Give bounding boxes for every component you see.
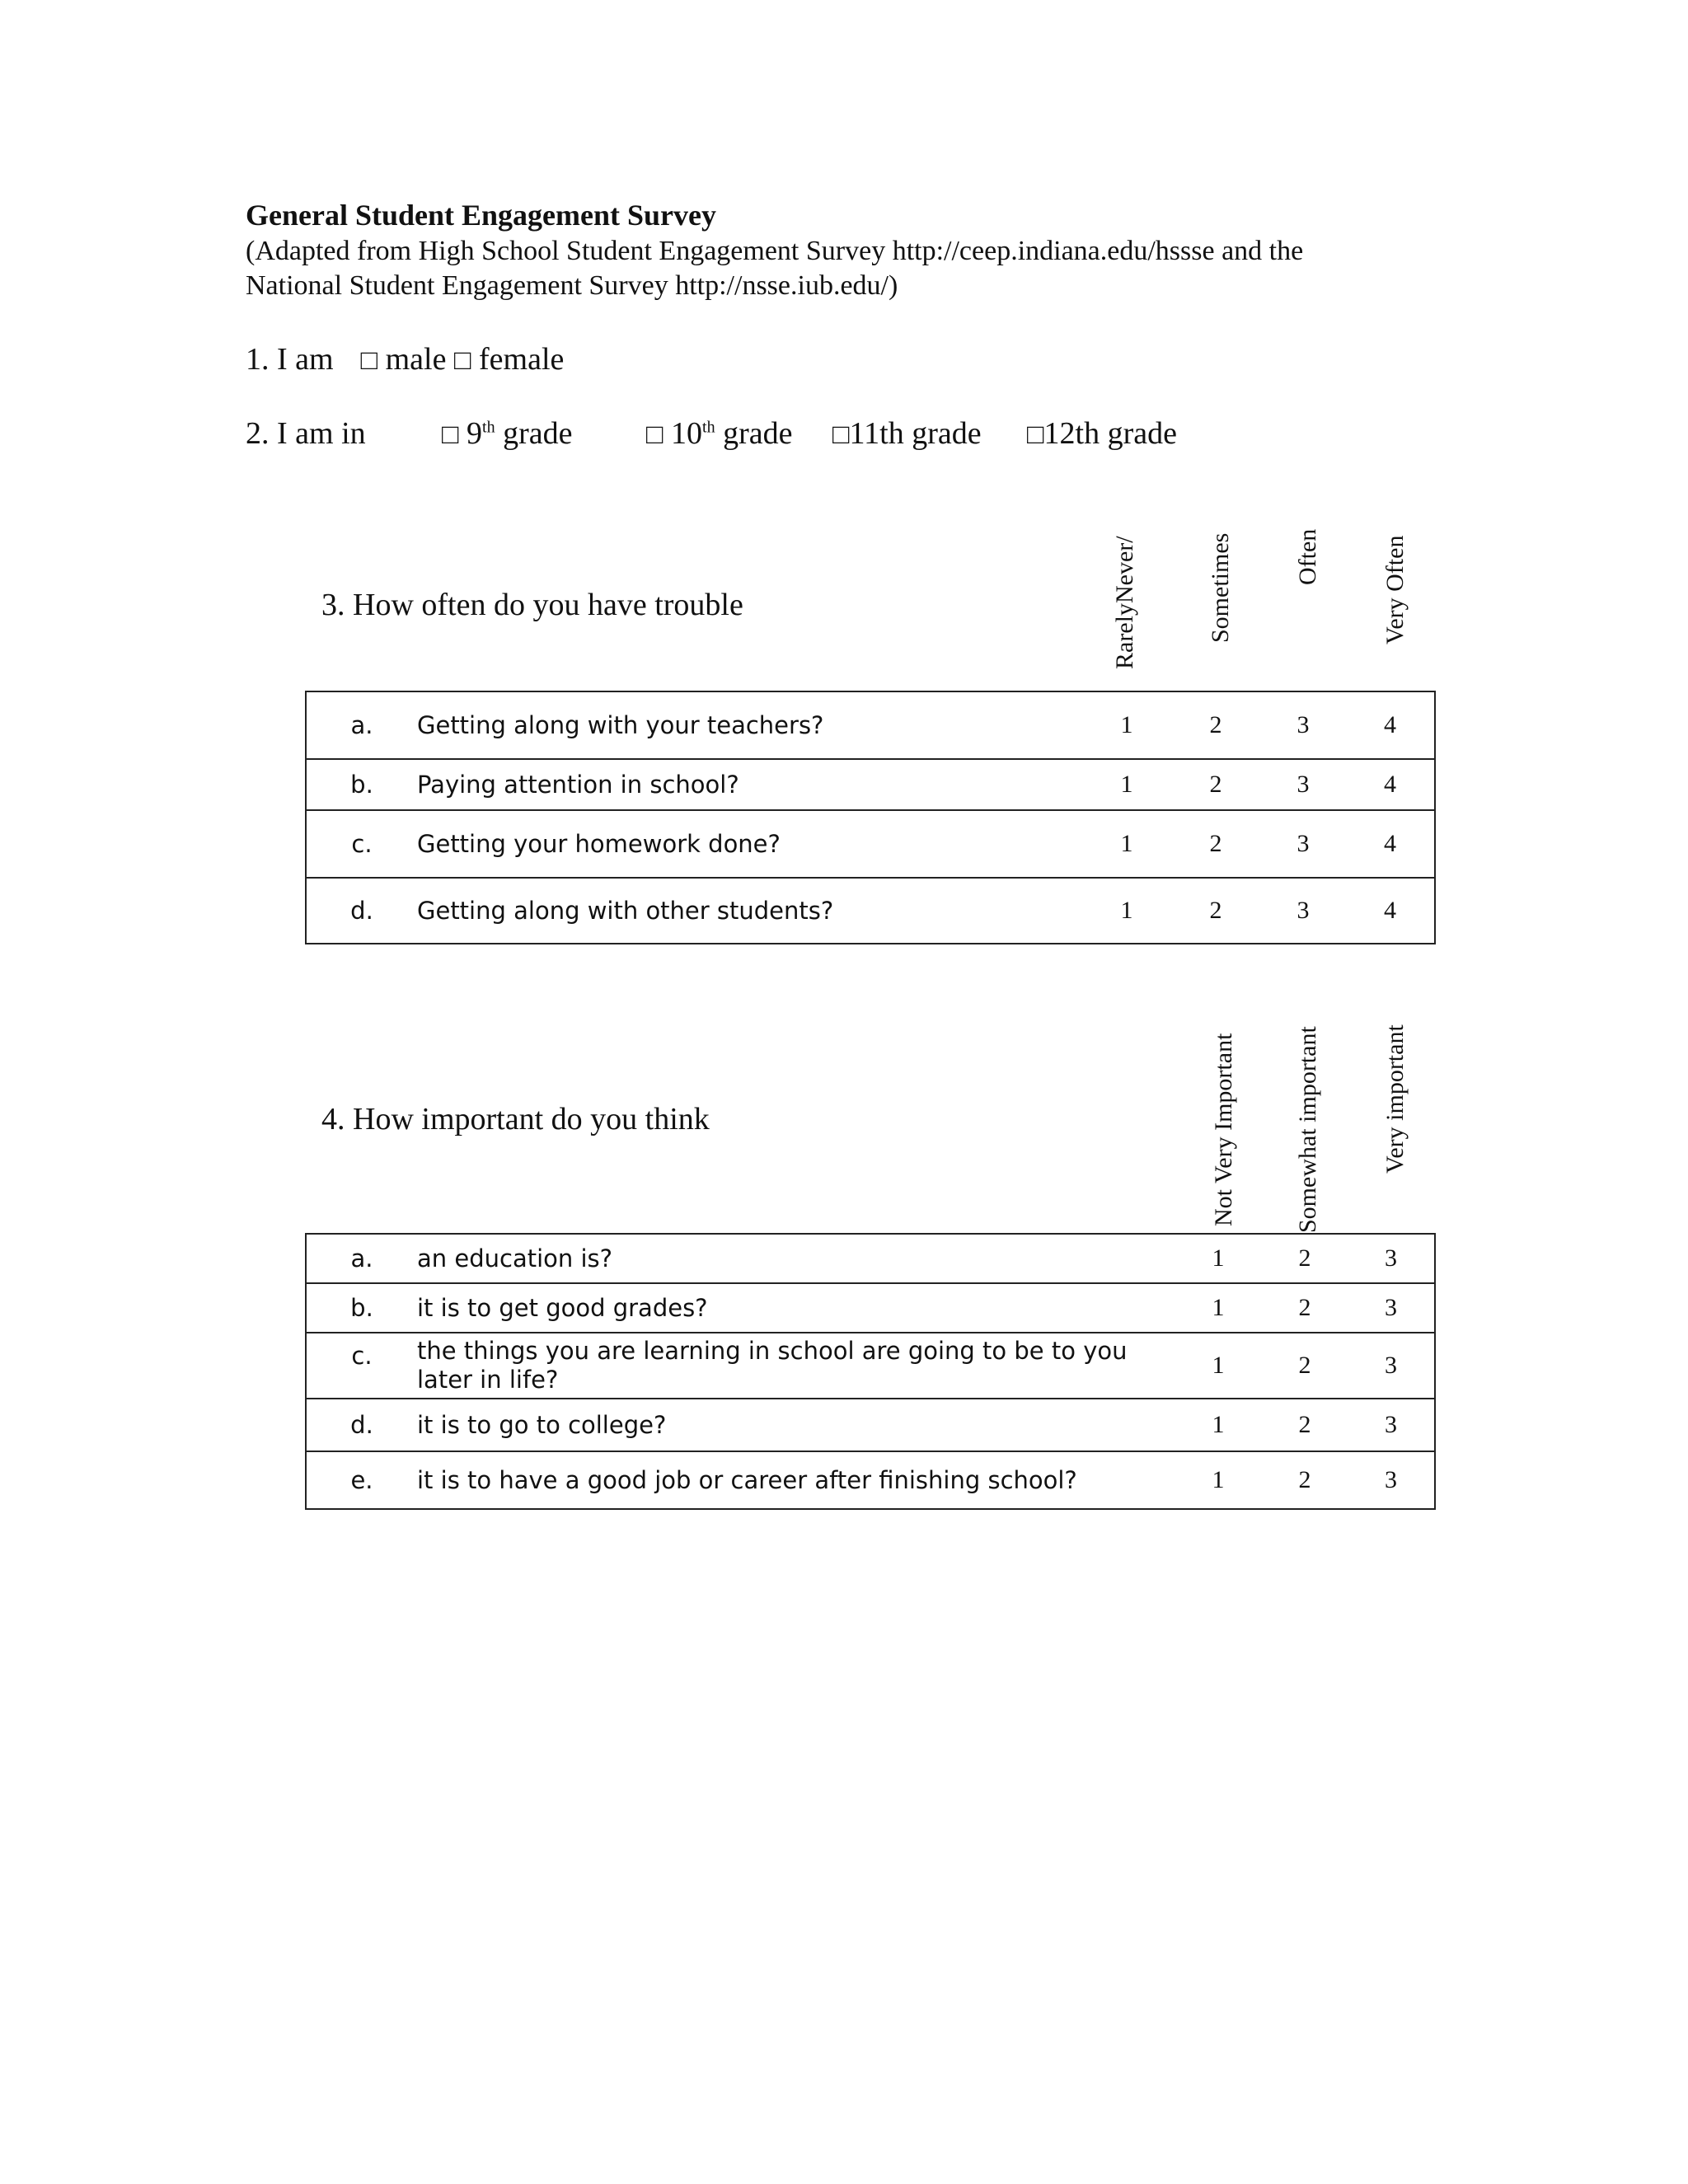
rating-4[interactable]: 4 [1346, 878, 1435, 944]
rating-1[interactable]: 1 [1082, 691, 1171, 759]
rating-1[interactable]: 1 [1175, 1283, 1262, 1333]
rating-3[interactable]: 3 [1260, 691, 1346, 759]
option-male: male [385, 342, 447, 377]
rating-4[interactable]: 4 [1346, 759, 1435, 810]
item-letter: c. [306, 1333, 417, 1399]
option-female: female [479, 342, 565, 377]
survey-subtitle-line1: (Adapted from High School Student Engagement Survey http://ceep.indiana.edu/hssse and the [246, 236, 1304, 266]
item-letter: b. [306, 759, 417, 810]
item-text: the things you are learning in school are going to be to you later in life? [417, 1333, 1175, 1399]
rating-2[interactable]: 2 [1171, 691, 1260, 759]
item-letter: a. [306, 691, 417, 759]
grade-11-text: 11th grade [849, 416, 982, 451]
rating-3[interactable]: 3 [1348, 1333, 1435, 1399]
q3-header-rarely-never: RarelyNever/ [1111, 536, 1138, 669]
item-letter: e. [306, 1451, 417, 1509]
question-3-table [305, 691, 1436, 944]
question-4-table [305, 1233, 1436, 1510]
table-row [306, 1333, 1435, 1399]
rating-3[interactable]: 3 [1348, 1451, 1435, 1509]
rating-4[interactable]: 4 [1346, 810, 1435, 878]
item-text: an education is? [417, 1234, 1175, 1283]
question-3-label: 3. How often do you have trouble [321, 588, 743, 622]
item-letter: b. [306, 1283, 417, 1333]
survey-subtitle-line2: National Student Engagement Survey http://nsse.iub.edu/) [246, 270, 898, 301]
option-grade-12 [1027, 415, 1177, 452]
rating-1[interactable]: 1 [1175, 1399, 1262, 1451]
rating-4[interactable]: 4 [1346, 691, 1435, 759]
grade-10-number: 10 [671, 416, 703, 451]
checkbox-male[interactable]: □ [360, 345, 378, 376]
rating-2[interactable]: 2 [1262, 1451, 1348, 1509]
rating-3[interactable]: 3 [1348, 1283, 1435, 1333]
question-1 [246, 341, 564, 377]
rating-2[interactable]: 2 [1262, 1283, 1348, 1333]
rating-3[interactable]: 3 [1260, 759, 1346, 810]
checkbox-grade-12[interactable]: □ [1027, 419, 1044, 450]
q4-header-somewhat-important: Somewhat important [1294, 1026, 1321, 1233]
rating-1[interactable]: 1 [1082, 878, 1171, 944]
table-row [306, 1283, 1435, 1333]
q3-header-sometimes: Sometimes [1207, 532, 1234, 643]
question-2-label: 2. I am in [246, 416, 366, 451]
rating-2[interactable]: 2 [1171, 759, 1260, 810]
item-letter: a. [306, 1234, 417, 1283]
item-letter: d. [306, 878, 417, 944]
item-letter: c. [306, 810, 417, 878]
rating-2[interactable]: 2 [1262, 1234, 1348, 1283]
table-row [306, 1399, 1435, 1451]
option-grade-11 [832, 415, 982, 452]
q3-header-very-often: Very Often [1381, 535, 1409, 644]
item-text: it is to have a good job or career after finishing school? [417, 1451, 1175, 1509]
rating-1[interactable]: 1 [1175, 1333, 1262, 1399]
item-text: it is to get good grades? [417, 1283, 1175, 1333]
rating-2[interactable]: 2 [1262, 1333, 1348, 1399]
checkbox-grade-10[interactable]: □ [646, 419, 663, 450]
rating-1[interactable]: 1 [1082, 759, 1171, 810]
grade-9-text: grade [503, 416, 573, 451]
survey-title: General Student Engagement Survey [246, 199, 716, 232]
grade-10-text: grade [723, 416, 793, 451]
rating-3[interactable]: 3 [1348, 1234, 1435, 1283]
rating-1[interactable]: 1 [1082, 810, 1171, 878]
item-text: Paying attention in school? [417, 759, 1082, 810]
item-letter: d. [306, 1399, 417, 1451]
option-grade-10 [646, 415, 793, 452]
item-text: Getting along with other students? [417, 878, 1082, 944]
item-text: Getting your homework done? [417, 810, 1082, 878]
grade-10-suffix: th [702, 418, 715, 437]
item-text: Getting along with your teachers? [417, 691, 1082, 759]
table-row [306, 691, 1435, 759]
grade-12-text: 12th grade [1043, 416, 1177, 451]
rating-2[interactable]: 2 [1171, 878, 1260, 944]
checkbox-grade-11[interactable]: □ [832, 419, 850, 450]
option-grade-9 [442, 415, 573, 452]
rating-3[interactable]: 3 [1348, 1399, 1435, 1451]
rating-1[interactable]: 1 [1175, 1234, 1262, 1283]
rating-2[interactable]: 2 [1171, 810, 1260, 878]
table-row [306, 1451, 1435, 1509]
grade-9-suffix: th [482, 418, 495, 437]
rating-1[interactable]: 1 [1175, 1451, 1262, 1509]
table-row [306, 810, 1435, 878]
table-row [306, 878, 1435, 944]
table-row [306, 1234, 1435, 1283]
checkbox-female[interactable]: □ [453, 345, 471, 376]
q4-header-very-important: Very important [1381, 1024, 1409, 1174]
checkbox-grade-9[interactable]: □ [442, 419, 459, 450]
rating-3[interactable]: 3 [1260, 810, 1346, 878]
table-row [306, 759, 1435, 810]
question-4-label: 4. How important do you think [321, 1102, 710, 1137]
grade-9-number: 9 [467, 416, 483, 451]
question-1-label: 1. I am [246, 342, 334, 377]
rating-3[interactable]: 3 [1260, 878, 1346, 944]
item-text: it is to go to college? [417, 1399, 1175, 1451]
q4-header-not-very-important: Not Very Important [1210, 1033, 1237, 1226]
q3-header-often: Often [1294, 528, 1321, 585]
rating-2[interactable]: 2 [1262, 1399, 1348, 1451]
